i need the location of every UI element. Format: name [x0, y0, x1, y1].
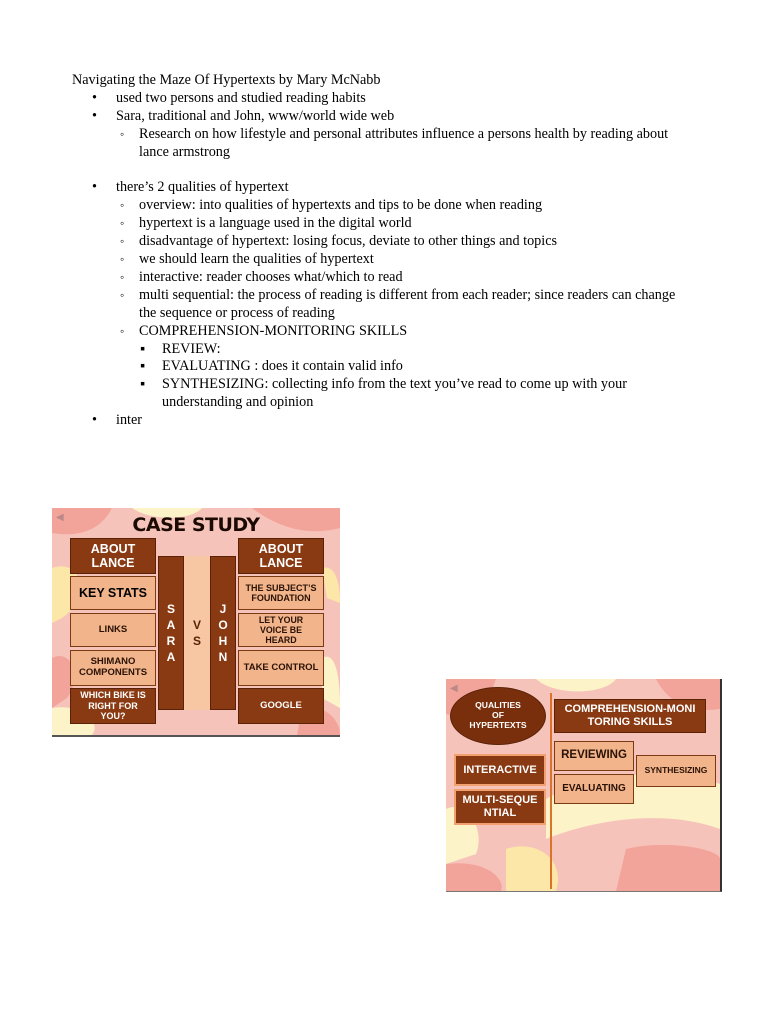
list-item: [116, 215, 682, 233]
interactive-box: INTERACTIVE: [454, 754, 546, 786]
letter: R: [166, 634, 176, 648]
bullet-text: multi sequential: the process of reading is different from each reader; since readers can change the sequence or process of reading: [139, 286, 676, 321]
comprehension-header: COMPREHENSION-MONI TORING SKILLS: [554, 699, 706, 733]
links-box: LINKS: [70, 613, 156, 647]
bullet-text: used two persons and studied reading habits: [116, 89, 366, 106]
bullet-text: Research on how lifestyle and personal attributes influence a persons health by reading about lance armstrong: [139, 125, 669, 160]
vs-column: [184, 556, 210, 710]
sub-bullet-list: [116, 197, 682, 412]
letter: O: [218, 618, 228, 632]
bullet-text: REVIEW:: [162, 340, 221, 357]
about-lance-right: ABOUT LANCE: [238, 538, 324, 574]
bullet-text: COMPREHENSION-MONITORING SKILLS: [139, 322, 408, 339]
list-item: [116, 287, 682, 323]
letter: V: [192, 618, 201, 632]
qualities-slide: [446, 679, 722, 892]
letter: N: [218, 650, 228, 664]
synthesizing-box: SYNTHESIZING: [636, 755, 716, 787]
list-item: [116, 323, 682, 413]
list-item: [72, 412, 682, 430]
divider-line: [550, 693, 552, 889]
bullet-text: overview: into qualities of hypertexts and tips to be done when reading: [139, 197, 543, 214]
google-box: GOOGLE: [238, 688, 324, 724]
list-item: [116, 251, 682, 269]
which-bike-box: WHICH BIKE IS RIGHT FOR YOU?: [70, 688, 156, 724]
speaker-icon: ◀︎: [450, 683, 458, 694]
document-notes: [72, 72, 682, 430]
document-title: Navigating the Maze Of Hypertexts by Mary McNabb: [72, 72, 381, 88]
letter: A: [166, 650, 176, 664]
letter: H: [218, 634, 228, 648]
bullet-text: SYNTHESIZING: collecting info from the text you’ve read to come up with your understanding and opinion: [162, 376, 627, 411]
reviewing-box: REVIEWING: [554, 741, 634, 771]
voice-box: LET YOUR VOICE BE HEARD: [238, 613, 324, 647]
list-item: [72, 179, 682, 412]
bullet-text: there’s 2 qualities of hypertext: [116, 179, 289, 196]
list-item: [72, 90, 682, 108]
list-item: [139, 358, 682, 376]
evaluating-box: EVALUATING: [554, 774, 634, 804]
take-control-box: TAKE CONTROL: [238, 650, 324, 686]
skills-list: [139, 341, 682, 413]
sara-column: [158, 556, 184, 710]
list-item: [139, 376, 682, 412]
bullet-text: EVALUATING : does it contain valid info: [162, 358, 403, 375]
letter: J: [219, 602, 227, 616]
list-item: [139, 341, 682, 359]
john-column: [210, 556, 236, 710]
letter: S: [192, 634, 201, 648]
bullet-text: disadvantage of hypertext: losing focus, deviate to other things and topics: [139, 233, 558, 250]
list-item: [72, 108, 682, 180]
blank-line: [116, 162, 682, 180]
bullet-list: [72, 90, 682, 430]
bullet-text: hypertext is a language used in the digital world: [139, 215, 412, 232]
letter: S: [166, 602, 175, 616]
qualities-oval: QUALITIES OF HYPERTEXTS: [450, 687, 546, 745]
letter: A: [166, 618, 176, 632]
about-lance-left: ABOUT LANCE: [70, 538, 156, 574]
list-item: [116, 269, 682, 287]
bullet-text: inter: [116, 412, 142, 429]
bullet-text: interactive: reader chooses what/which to read: [139, 268, 403, 285]
bullet-text: we should learn the qualities of hypertext: [139, 251, 374, 268]
shimano-box: SHIMANO COMPONENTS: [70, 650, 156, 686]
foundation-box: THE SUBJECT’S FOUNDATION: [238, 576, 324, 610]
slide-title: CASE STUDY: [132, 514, 260, 536]
speaker-icon: ◀︎: [56, 512, 64, 523]
sub-bullet-list: [116, 126, 682, 162]
list-item: [116, 233, 682, 251]
bullet-text: Sara, traditional and John, www/world wide web: [116, 107, 395, 124]
list-item: [116, 197, 682, 215]
case-study-slide: [52, 508, 340, 737]
list-item: [116, 126, 682, 162]
multi-sequential-box: MULTI-SEQUE NTIAL: [454, 789, 546, 825]
key-stats-box: KEY STATS: [70, 576, 156, 610]
